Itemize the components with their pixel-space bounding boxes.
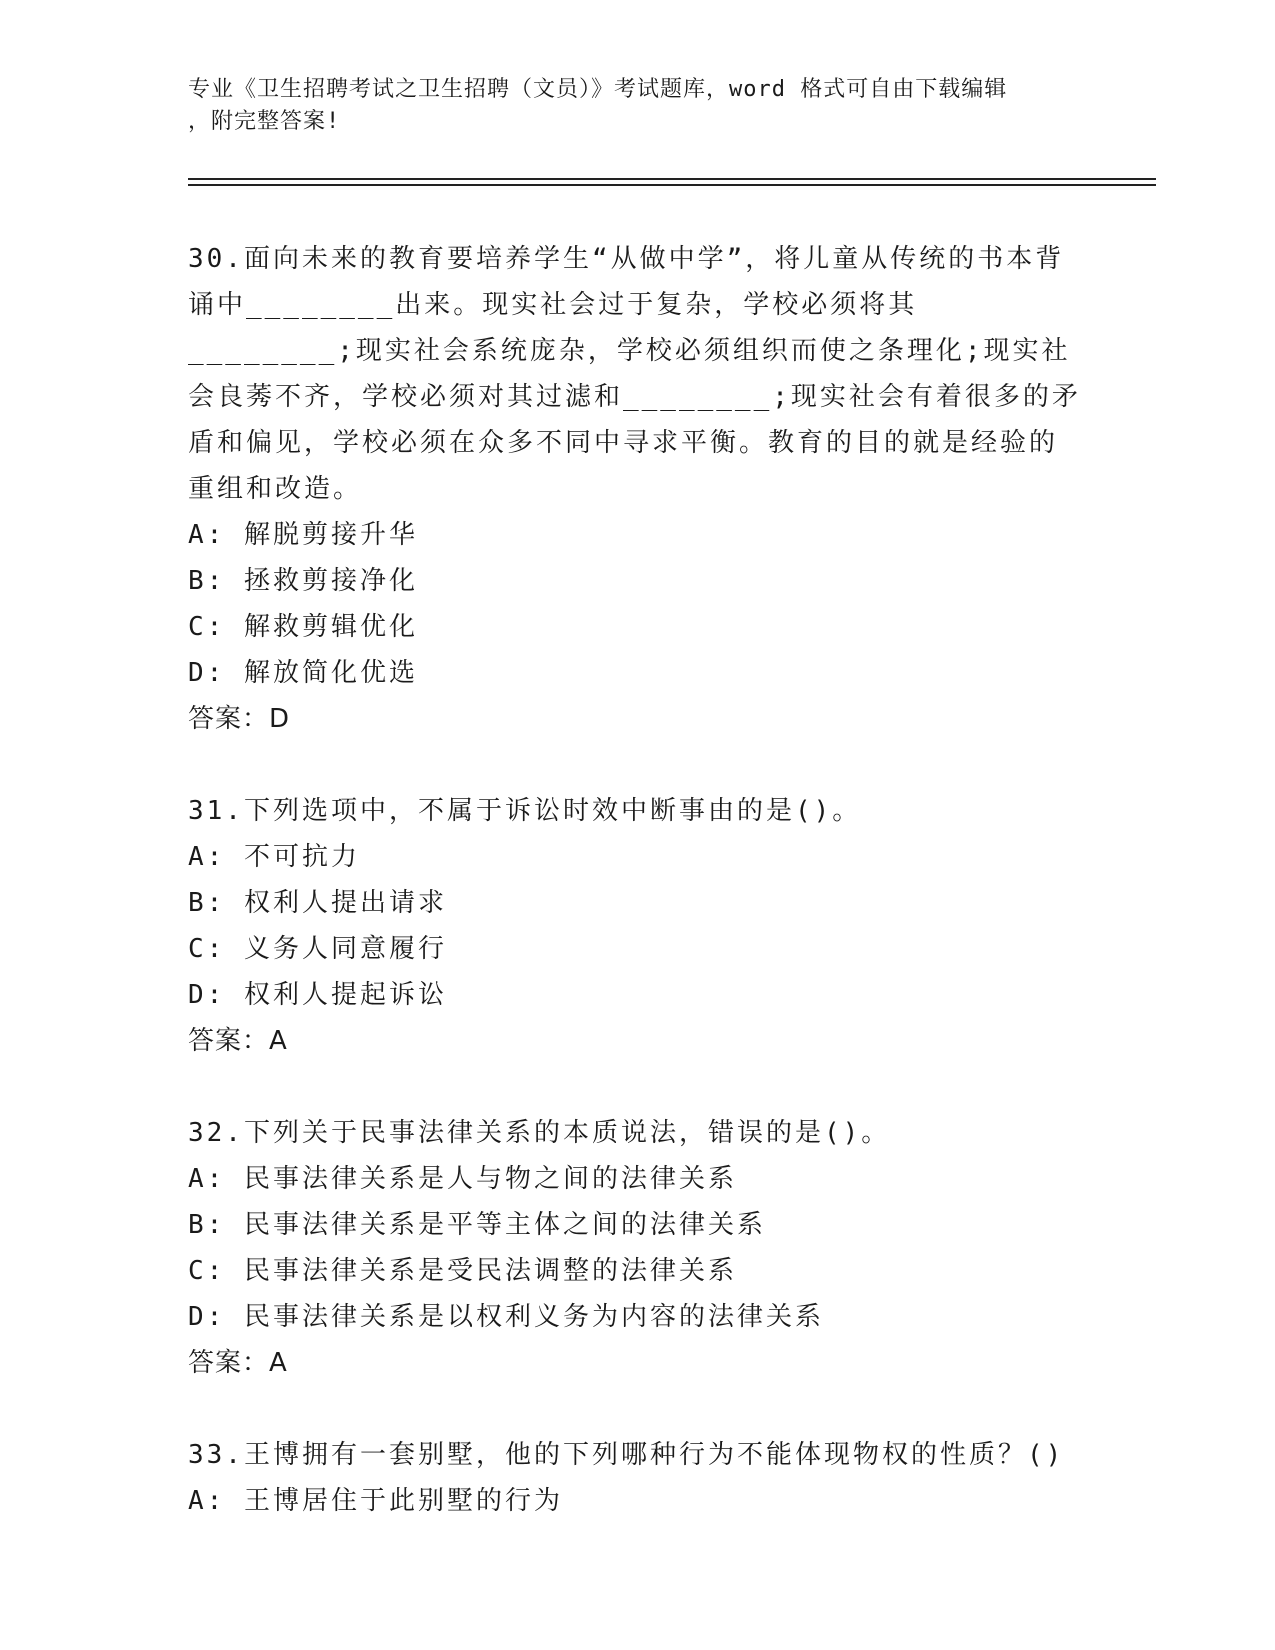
header-line-2: ，附完整答案! <box>188 109 341 134</box>
answer-line: 答案：D <box>188 704 291 734</box>
header-divider-top <box>188 178 1156 180</box>
option-c: C: 义务人同意履行 <box>188 934 447 964</box>
option-a: A: 不可抗力 <box>188 842 360 872</box>
question-list <box>188 236 1083 1570</box>
option-c: C: 民事法律关系是受民法调整的法律关系 <box>188 1256 737 1286</box>
option-a: A: 王博居住于此别墅的行为 <box>188 1486 563 1516</box>
option-d: D: 解放简化优选 <box>188 658 418 688</box>
option-d: D: 民事法律关系是以权利义务为内容的法律关系 <box>188 1302 824 1332</box>
question-stem: 33.王博拥有一套别墅，他的下列哪种行为不能体现物权的性质？() <box>188 1440 1065 1470</box>
option-d: D: 权利人提起诉讼 <box>188 980 447 1010</box>
option-b: B: 拯救剪接净化 <box>188 566 418 596</box>
question-stem: 31.下列选项中，不属于诉讼时效中断事由的是()。 <box>188 796 862 826</box>
question-31 <box>188 788 1083 1064</box>
option-c: C: 解救剪辑优化 <box>188 612 418 642</box>
option-a: A: 民事法律关系是人与物之间的法律关系 <box>188 1164 737 1194</box>
option-a: A: 解脱剪接升华 <box>188 520 418 550</box>
question-32 <box>188 1110 1083 1386</box>
option-b: B: 权利人提出请求 <box>188 888 447 918</box>
header-divider-bottom <box>188 184 1156 186</box>
question-33 <box>188 1432 1083 1524</box>
question-stem: 32.下列关于民事法律关系的本质说法，错误的是()。 <box>188 1118 891 1148</box>
answer-line: 答案：A <box>188 1348 288 1378</box>
question-stem: 30.面向未来的教育要培养学生“从做中学”，将儿童从传统的书本背诵中________出来。现实社会过于复杂，学校必须将其________;现实社会系统庞杂，学校必须组织而使之条理化;现实社会良莠不齐，学校必须对其过滤和________;现实社会有着很多的矛盾和偏见，学校必须在众多不同中寻求平衡。教育的目的就是经验的重组和改造。 <box>188 244 1081 504</box>
option-b: B: 民事法律关系是平等主体之间的法律关系 <box>188 1210 766 1240</box>
document-header <box>188 74 1078 138</box>
question-30 <box>188 236 1083 742</box>
header-line-1: 专业《卫生招聘考试之卫生招聘（文员）》考试题库，word 格式可自由下载编辑 <box>188 77 1008 102</box>
answer-line: 答案：A <box>188 1026 288 1056</box>
